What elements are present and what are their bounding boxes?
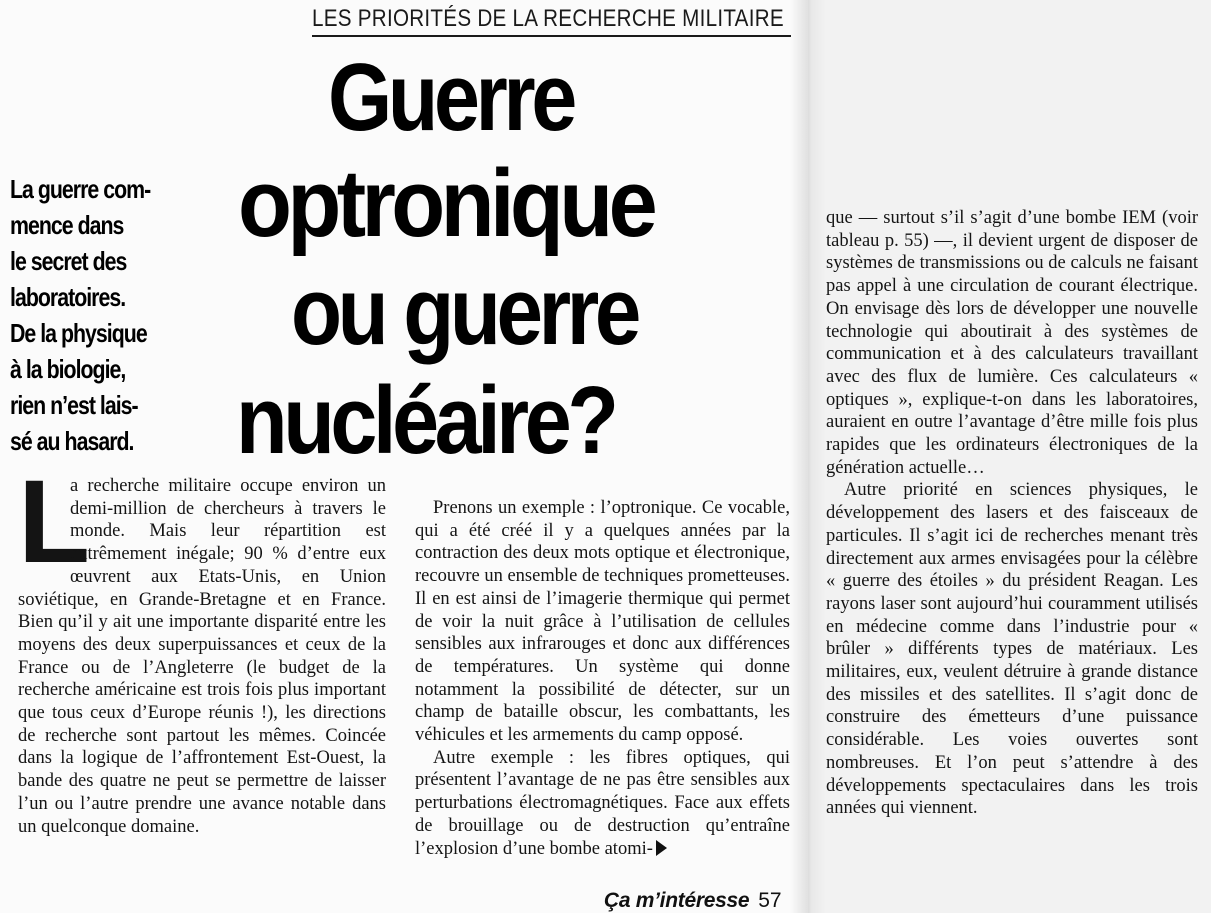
body-paragraph	[415, 747, 790, 861]
headline-line-4: nucléaire?	[236, 367, 615, 474]
standfirst-line: De la physique	[10, 318, 147, 348]
headline-line-2: optronique	[238, 150, 654, 257]
headline-line-3: ou guerre	[291, 258, 638, 365]
standfirst-line: La guerre com-	[10, 174, 151, 204]
headline-line-1: Guerre	[328, 44, 573, 151]
section-kicker: LES PRIORITÉS DE LA RECHERCHE MILITAIRE	[312, 5, 784, 32]
page-number: 57	[758, 889, 782, 912]
standfirst-line: à la biologie,	[10, 354, 126, 384]
paragraph-text: Autre exemple : les fibres optiques, qui présentent l’avantage de ne pas être sensibles aux perturbations électromagnétiques. Face aux effets de brouillage ou de destruction qu’entraîne l’explosion d’une bombe atomi-	[415, 747, 790, 859]
standfirst-line: rien n’est lais-	[10, 390, 138, 420]
body-paragraph: que — surtout s’il s’agit d’une bombe IEM (voir tableau p. 55) —, il devient urgent de disposer de systèmes de transmissions ou de calculs ne faisant pas appel à une circulation de courant électrique. On envisage dès lors de développer une nouvelle technologie qui aboutirait à des systèmes de communication et à des calculateurs travaillant avec des flux de lumière. Ces calculateurs « optiques », explique-t-on dans les laboratoires, auraient en outre l’avantage d’être mille fois plus rapides que les ordinateurs électroniques de la génération actuelle…	[826, 208, 1198, 478]
standfirst-line: laboratoires.	[10, 282, 126, 312]
standfirst-line: mence dans	[10, 210, 124, 240]
page-gutter	[790, 0, 826, 913]
body-column-3	[826, 207, 1198, 820]
body-column-1	[18, 456, 386, 838]
body-paragraph: Autre priorité en sciences physiques, le développement des lasers et des faisceaux de particules. Il s’agit ici de recherches menant très directement aux armes envisagées pour la célèbre « guerre des étoiles » du président Reagan. Les rayons laser sont aujourd’hui couramment utilisés en médecine comme dans l’industrie pour « brûler » différents types de matériaux. Les militaires, eux, veulent détruire à grande distance des missiles et des satellites. Il s’agit donc de construire des émetteurs d’une puissance considérable. Les voies ouvertes sont nombreuses. Et l’on peut s’attendre à des développements spectaculaires dans les trois années qui viennent.	[826, 480, 1198, 819]
continue-arrow-icon	[656, 840, 667, 856]
drop-cap: L	[18, 456, 91, 588]
body-paragraph: Prenons un exemple : l’optronique. Ce vocable, qui a été créé il y a quelques années par la contraction des deux mots optique et électronique, recouvre un ensemble de techniques prometteuses. Il en est ainsi de l’imagerie thermique qui permet de voir la nuit grâce à l’utilisation de cellules sensibles aux infrarouges et donc aux différences de températures. Un système qui donne notamment la possibilité de détecter, sur un champ de bataille obscur, les combattants, les véhicules et les armements du camp opposé.	[415, 498, 791, 746]
kicker-underline	[312, 35, 791, 37]
page-footer	[604, 888, 804, 912]
magazine-name: Ça m’intéresse	[604, 889, 750, 912]
standfirst	[10, 171, 225, 459]
standfirst-line: sé au hasard.	[10, 426, 134, 456]
standfirst-line: le secret des	[10, 246, 127, 276]
paragraph-text: a recherche militaire occupe environ un demi-million de chercheurs à travers le monde. Mais leur répartition est extrêmement inégale; 90 % d’entre eux œuvrent aux Etats-Unis, en Union soviétique, en Grande-Bretagne et en France. Bien qu’il y ait une importante disparité entre les moyens des deux superpuissances et ceux de la France ou de l’Angleterre (le budget de la recherche américaine est trois fois plus important que tous ceux d’Europe réunis !), les directions de recherche sont partout les mêmes. Coincée dans la logique de l’affrontement Est-Ouest, la bande des quatre ne peut se permettre de laisser l’un ou l’autre prendre une avance notable dans un quelconque domaine.	[18, 476, 386, 837]
body-column-2	[415, 497, 790, 860]
body-paragraph	[18, 456, 386, 838]
